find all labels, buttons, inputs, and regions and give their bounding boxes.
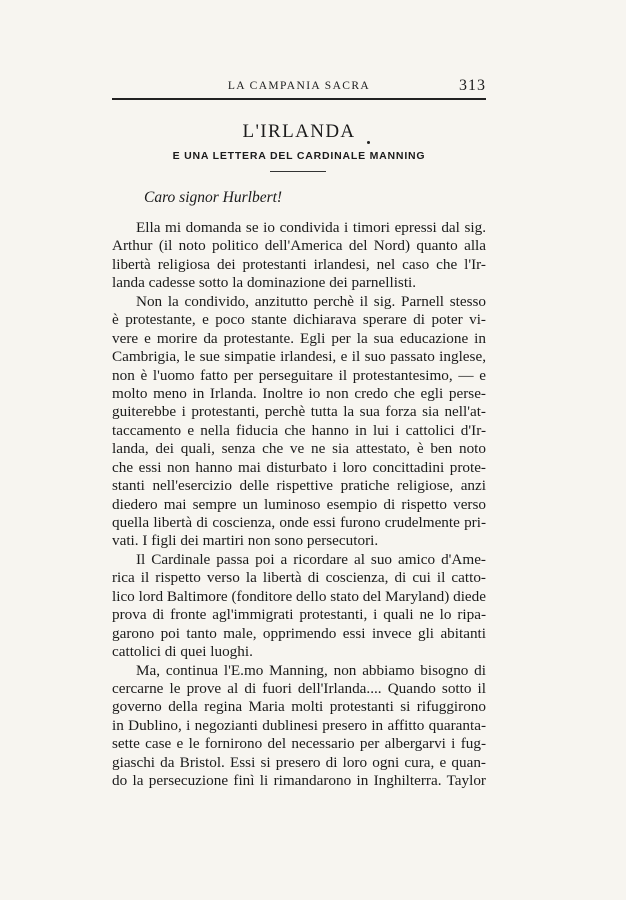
body-line: Ma, continua l'E.mo Manning, non abbiamo bisogno di bbox=[136, 661, 486, 679]
body-line: stanti nell'esercizio delle rispettive pratiche religiose, anzi bbox=[112, 477, 486, 495]
body-line: Non la condivido, anzitutto perchè il sig. Parnell stesso bbox=[136, 292, 486, 310]
body-line: in Dublino, i negozianti dublinesi presero in affitto quaranta- bbox=[112, 716, 486, 734]
body-line: guiterebbe i protestanti, perchè tutta la sua forza sia nell'at- bbox=[112, 403, 486, 421]
ink-speck bbox=[367, 141, 370, 144]
header-rule bbox=[112, 98, 486, 100]
body-line: prova di fronte agl'immigrati protestanti, i quali ne lo ripa- bbox=[112, 606, 486, 624]
running-head bbox=[112, 77, 486, 100]
page-number: 313 bbox=[459, 77, 486, 94]
article-title: L'IRLANDA bbox=[242, 121, 356, 142]
body-line: landa, dei quali, senza che ve ne sia attestato, è ben noto bbox=[112, 440, 486, 458]
body-line: cercarne le prove al di fuori dell'Irlanda.... Quando sotto il bbox=[112, 679, 486, 697]
title-divider bbox=[270, 171, 326, 172]
body-line: non è l'uomo fatto per perseguitare il protestantesimo, — e bbox=[112, 366, 486, 384]
body-line: taccamento e nella fiducia che hanno in lui i cattolici d'Ir- bbox=[112, 421, 486, 439]
body-line: quella libertà di coscienza, onde essi furono crudelmente pri- bbox=[112, 514, 486, 531]
body-line: Cambrigia, le sue simpatie irlandesi, e il suo passato inglese, bbox=[112, 348, 486, 366]
body-line: vati. I figli dei martiri non sono persecutori. bbox=[112, 532, 379, 550]
body-line: giaschi da Bristol. Essi si presero di loro ogni cura, e quan- bbox=[112, 753, 486, 771]
running-title: LA CAMPANIA SACRA bbox=[227, 80, 371, 92]
article-subtitle: E UNA LETTERA DEL CARDINALE MANNING bbox=[172, 150, 426, 162]
body-line: cattolici di quei luoghi. bbox=[112, 643, 253, 661]
body-line: Ella mi domanda se io condivida i timori epressi dal sig. bbox=[136, 219, 486, 236]
body-line: Arthur (il noto politico dell'America del Nord) quanto alla bbox=[112, 237, 486, 255]
body-line: sette case e le fornirono del necessario per albergarvi i fug- bbox=[112, 735, 486, 753]
body-line: vere e morire da protestante. Egli per la sua educazione in bbox=[112, 329, 486, 347]
body-line: Il Cardinale passa poi a ricordare al suo amico d'Ame- bbox=[136, 550, 486, 568]
body-line: rica il rispetto verso la libertà di coscienza, di cui il catto- bbox=[112, 569, 486, 587]
body-line: che essi non hanno mai disturbato i loro concittadini prote- bbox=[112, 458, 486, 476]
body-line: garono poi tanto male, opprimendo essi invece gli abitanti bbox=[112, 624, 486, 642]
body-line: diedero mai sempre un luminoso esempio di rispetto verso bbox=[112, 495, 486, 513]
body-line: landa cadesse sotto la dominazione dei parnellisti. bbox=[112, 274, 417, 292]
body-line: è protestante, e poco stante dichiarava sperare di poter vi- bbox=[112, 311, 486, 329]
body-line: molto meno in Irlanda. Inoltre io non credo che egli perse- bbox=[112, 384, 486, 402]
body-line: do la persecuzione finì li rimandarono in Inghilterra. Taylor bbox=[112, 772, 486, 790]
body-line: libertà religiosa dei protestanti irlandesi, nel caso che l'Ir- bbox=[112, 255, 486, 273]
body-line: governo della regina Maria molti protestanti si rifuggirono bbox=[112, 698, 486, 716]
article-body bbox=[112, 219, 486, 791]
salutation: Caro signor Hurlbert! bbox=[144, 189, 283, 206]
body-line: lico lord Baltimore (fonditore dello stato del Maryland) diede bbox=[112, 587, 486, 605]
